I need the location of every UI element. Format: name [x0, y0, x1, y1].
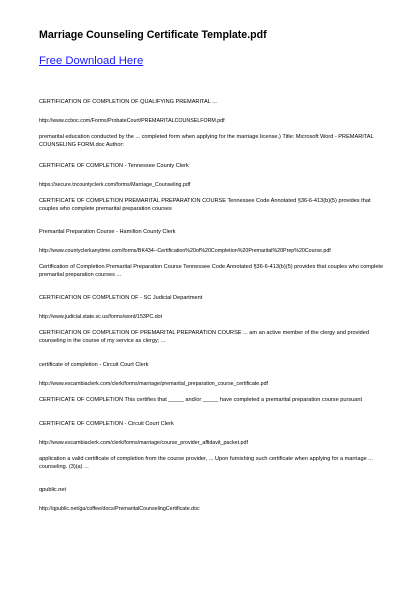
- result-snippet: CERTIFICATION OF COMPLETION OF PREMARITAL PREPARATION COURSE ... am an active member of the clergy and provided counseling in the course of my service as clergy; ...: [39, 330, 370, 344]
- result-title[interactable]: certificate of completion - Circuit Court Clerk: [39, 362, 149, 368]
- results-list: [39, 99, 386, 513]
- result-item: [39, 362, 386, 404]
- result-item: [39, 487, 386, 513]
- result-title[interactable]: CERTIFICATION OF COMPLETION OF QUALIFYING PREMARITAL ...: [39, 99, 217, 105]
- result-item: [39, 229, 386, 279]
- result-snippet: CERTIFICATE OF COMPLETION This certifies that _____ and/or _____ have completed a premarital preparation course pursuant: [39, 397, 363, 403]
- result-url[interactable]: http://www.judicial.state.sc.us/forms/word/153PC.dot: [39, 314, 163, 320]
- document-title: Marriage Counseling Certificate Template.pdf: [39, 29, 267, 41]
- result-item: [39, 295, 386, 345]
- result-url[interactable]: http://www.countyclerkanytime.com/forms/BK434--Certification%20of%20Completion%20Premarital%20Prep%20Course.pdf: [39, 248, 331, 254]
- result-url[interactable]: http://www.ccboc.com/Forms/ProbateCourt/PREMARITALCOUNSELFORM.pdf: [39, 118, 225, 124]
- result-item: [39, 99, 386, 149]
- result-snippet: CERTIFICATE OF COMPLETION PREMARITAL PREPARATION COURSE Tennessee Code Annotated §36-6-413(b)(5) provides that couples who complete premarital preparation courses: [39, 198, 371, 212]
- result-item: [39, 421, 386, 471]
- result-snippet: Certification of Completion Premarital Preparation Course Tennessee Code Annotated §36-6-413(b)(5) provides that couples who complete premarital preparation courses ...: [39, 264, 384, 278]
- result-snippet: application a valid certificate of completion from the course provider, ... Upon furnishing such certificate when applying for a marriage ... counseling. (3)(a) ...: [39, 456, 373, 470]
- result-title[interactable]: qpublic.net: [39, 487, 67, 493]
- free-download-link[interactable]: Free Download Here: [39, 55, 144, 67]
- result-url[interactable]: https://secure.tncountyclerk.com/forms/Marriage_Counseling.pdf: [39, 182, 191, 188]
- result-title[interactable]: Premarital Preparation Course - Hamilton County Clerk: [39, 229, 176, 235]
- result-url[interactable]: http://www.escambiaclerk.com/clerk/forms/marriage/course_provider_affidavit_packet.pdf: [39, 440, 248, 446]
- result-title[interactable]: CERTIFICATION OF COMPLETION OF - SC Judicial Department: [39, 295, 203, 301]
- result-url[interactable]: http://qpublic.net/ga/coffee/docs/PremaritalCounselingCertificate.doc: [39, 506, 200, 512]
- result-title[interactable]: CERTIFICATE OF COMPLETION - Tennessee County Clerk: [39, 163, 189, 169]
- result-title[interactable]: CERTIFICATE OF COMPLETION - Circuit Court Clerk: [39, 421, 174, 427]
- result-snippet: premarital education conducted by the ... completed form when applying for the marriage license.) Title: Microsoft Word - PREMARITAL COUNSELING FORM.doc Author:: [39, 134, 374, 148]
- result-item: [39, 163, 386, 213]
- result-url[interactable]: http://www.escambiaclerk.com/clerk/forms/marriage/premarital_preparation_course_certificate.pdf: [39, 381, 269, 387]
